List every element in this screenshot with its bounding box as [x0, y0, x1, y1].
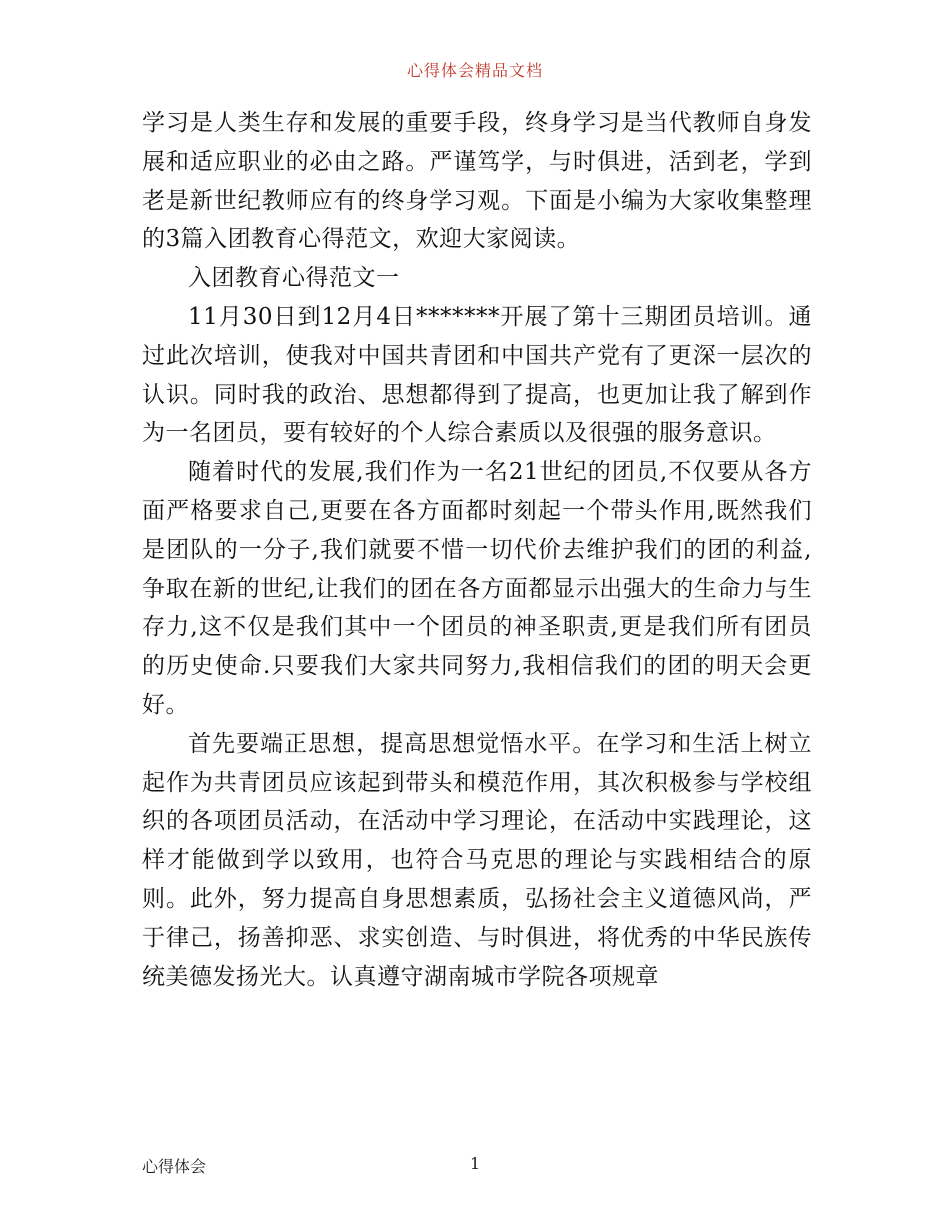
document-body	[142, 104, 812, 996]
paragraph-thoughts: 首先要端正思想，提高思想觉悟水平。在学习和生活上树立起作为共青团员应该起到带头和模范作用，其次积极参与学校组织的各项团员活动，在活动中学习理论，在活动中实践理论，这样才能做到学以致用，也符合马克思的理论与实践相结合的原则。此外，努力提高自身思想素质，弘扬社会主义道德风尚，严于律己，扬善抑恶、求实创造、与时俱进，将优秀的中华民族传统美德发扬光大。认真遵守湖南城市学院各项规章	[142, 730, 812, 990]
page-number: 1	[470, 1154, 481, 1173]
paragraph-intro: 学习是人类生存和发展的重要手段，终身学习是当代教师自身发展和适应职业的必由之路。严谨笃学，与时俱进，活到老，学到老是新世纪教师应有的终身学习观。下面是小编为大家收集整理的3篇入团教育心得范文，欢迎大家阅读。	[142, 110, 812, 253]
footer-label: 心得体会	[142, 1157, 207, 1176]
paragraph-development: 随着时代的发展,我们作为一名21世纪的团员,不仅要从各方面严格要求自己,更要在各方面都时刻起一个带头作用,既然我们是团队的一分子,我们就要不惜一切代价去维护我们的团的利益,争取在新的世纪,让我们的团在各方面都显示出强大的生命力与生存力,这不仅是我们其中一个团员的神圣职责,更是我们所有团员的历史使命.只要我们大家共同努力,我相信我们的团的明天会更好。	[142, 459, 812, 718]
section-heading: 入团教育心得范文一	[188, 265, 400, 292]
page-header-title: 心得体会精品文档	[406, 61, 543, 80]
paragraph-training: 11月30日到12月4日*******开展了第十三期团员培训。通过此次培训，使我对中国共青团和中国共产党有了更深一层次的认识。同时我的政治、思想都得到了提高，也更加让我了解到作为一名团员，要有较好的个人综合素质以及很强的服务意识。	[142, 303, 812, 447]
